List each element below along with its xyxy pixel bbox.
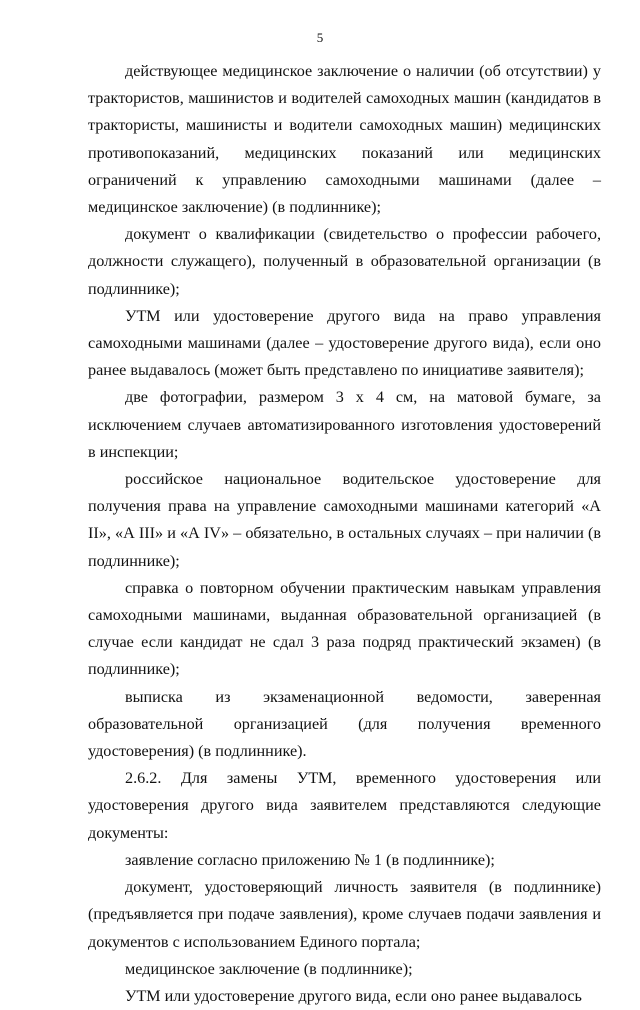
paragraph-retraining-certificate: справка о повторном обучении практическим навыкам управления самоходными машинами, выданная образовательной организацией (в случае если кандидат не сдал 3 раза подряд практический экзамен) (в подлиннике); (88, 578, 601, 679)
paragraph-medical-certificate: действующее медицинское заключение о наличии (об отсутствии) у трактористов, машинистов и водителей самоходных машин (кандидатов в трактористы, машинисты и водители самоходных машин) медицинских противопоказаний, медицинских показаний или медицинских ограничений к управлению самоходными машинами (далее – медицинское заключение) (в подлиннике); (88, 62, 601, 217)
paragraph-qualification-document: документ о квалификации (свидетельство о профессии рабочего, должности служащего), полученный в образовательной организации (в подлиннике); (88, 225, 601, 298)
paragraph-photographs: две фотографии, размером 3 х 4 см, на матовой бумаге, за исключением случаев автоматизированного изготовления удостоверений в инспекции; (88, 388, 601, 461)
paragraph-driver-license: российское национальное водительское удостоверение для получения права на управление самоходными машинами категорий «А II», «А III» и «А IV» – обязательно, в остальных случаях – при наличии (в подлиннике); (88, 470, 601, 570)
paragraph-section-2-6-2: 2.6.2. Для замены УТМ, временного удостоверения или удостоверения другого вида заявителем представляются следующие документы: (88, 769, 601, 842)
page-number: 5 (316, 30, 324, 45)
paragraph-utm-license: УТМ или удостоверение другого вида на право управления самоходными машинами (далее – удостоверение другого вида), если оно ранее выдавалось (может быть представлено по инициативе заявителя); (88, 306, 601, 380)
document-body (88, 58, 601, 1010)
paragraph-identity-document: документ, удостоверяющий личность заявителя (в подлиннике) (предъявляется при подаче заявления), кроме случаев подачи заявления и документов с использованием Единого портала; (88, 878, 601, 951)
paragraph-exam-extract: выписка из экзаменационной ведомости, заверенная образовательной организацией (для получения временного удостоверения) (в подлиннике). (88, 687, 601, 761)
paragraph-application: заявление согласно приложению № 1 (в подлиннике); (125, 850, 495, 869)
paragraph-medical-conclusion: медицинское заключение (в подлиннике); (125, 959, 413, 978)
paragraph-utm-previous: УТМ или удостоверение другого вида, если оно ранее выдавалось (125, 986, 582, 1005)
